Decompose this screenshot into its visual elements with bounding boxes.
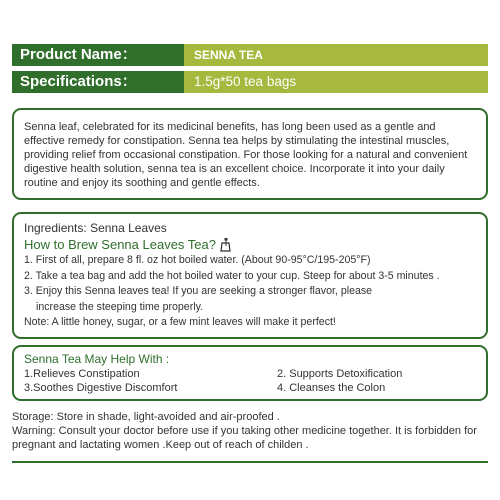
ingredients-label: Ingredients: — [24, 221, 87, 235]
storage-text: Store in shade, light-avoided and air-proofed . — [56, 411, 280, 423]
ingredients-value: Senna Leaves — [90, 221, 167, 235]
description-box — [12, 108, 488, 200]
benefit-item: 4. Cleanses the Colon — [277, 382, 386, 394]
benefits-list — [24, 367, 476, 395]
brew-instructions-box — [12, 212, 488, 339]
storage-warning-section — [12, 410, 488, 452]
warning-line — [12, 424, 488, 452]
warning-text: Consult your doctor before use if you taking other medicine together. It is forbidden for pregnant and lactating women .Keep out of reach of childen . — [12, 425, 477, 451]
ingredients-line — [24, 220, 476, 236]
brew-step-1: 1. First of all, prepare 8 fl. oz hot boiled water. (About 90-95°C/195-205°F) — [24, 254, 371, 266]
how-to-brew-heading — [24, 236, 476, 253]
how-to-brew-title: How to Brew Senna Leaves Tea? — [24, 237, 216, 252]
tea-bag-icon — [220, 238, 231, 252]
benefits-box — [12, 345, 488, 401]
benefits-title: Senna Tea May Help With : — [24, 352, 170, 366]
storage-label: Storage: — [12, 411, 54, 423]
product-name-row — [12, 44, 488, 66]
brew-step-2: 2. Take a tea bag and add the hot boiled water to your cup. Steep for about 3-5 minutes . — [24, 269, 440, 282]
brew-note: Note: A little honey, sugar, or a few mint leaves will make it perfect! — [24, 316, 336, 328]
benefit-item: 2. Supports Detoxification — [277, 368, 403, 380]
description-text: Senna leaf, celebrated for its medicinal benefits, has long been used as a gentle and effective remedy for constipation. Senna tea helps by stimulating the intestinal muscles, providing relief from occasional constipation. For those looking for a natural and convenient digestive health solution, senna tea is an excellent choice. Incorporate it into your daily routine and enjoy its soothing and gentle effects. — [24, 121, 468, 189]
product-name-label: Product Name： — [12, 44, 184, 66]
brew-step-3-continued: increase the steeping time properly. — [36, 300, 204, 313]
specifications-row — [12, 71, 488, 93]
benefit-item: 1.Relieves Constipation — [24, 368, 140, 380]
warning-label: Warning: — [12, 425, 56, 437]
benefit-item: 3.Soothes Digestive Discomfort — [24, 382, 178, 394]
storage-line — [12, 410, 488, 424]
specifications-label: Specifications： — [12, 71, 184, 93]
brew-step-3: 3. Enjoy this Senna leaves tea! If you are seeking a stronger flavor, please — [24, 285, 373, 297]
product-name-value: SENNA TEA — [184, 44, 488, 66]
specifications-value: 1.5g*50 tea bags — [184, 71, 488, 93]
bottom-divider — [12, 461, 488, 463]
